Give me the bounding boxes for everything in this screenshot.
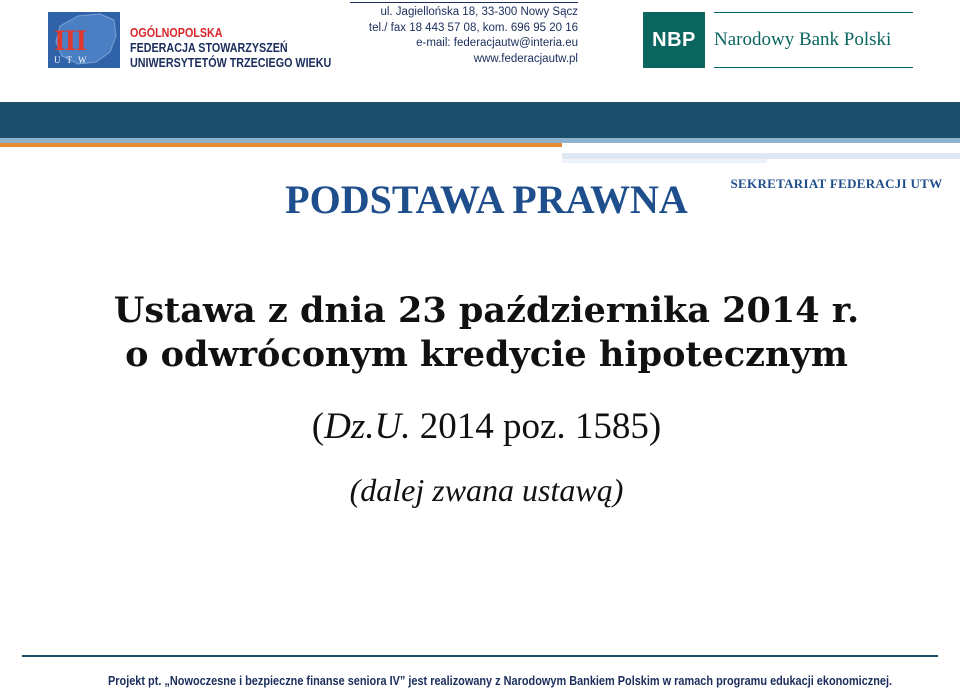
law-title [0, 289, 960, 377]
secretariat-phone: tel./ fax 18 443 57 08, kom. 696 95 20 16 [368, 21, 578, 34]
secretariat-email[interactable]: e-mail: federacjautw@interia.eu [416, 37, 578, 49]
utw-logo [48, 12, 120, 68]
header-band [0, 102, 960, 138]
utw-abbreviation: UTW [54, 55, 93, 65]
slide-title: PODSTAWA PRAWNA [285, 177, 688, 222]
nbp-name: Narodowy Bank Polski [714, 12, 913, 68]
federation-name-line1: OGÓLNOPOLSKA [130, 26, 223, 40]
secretariat-divider [350, 2, 578, 3]
utw-roman-numeral: III [54, 24, 87, 57]
journal-reference [0, 405, 960, 448]
accent-line-pale-short [562, 159, 767, 163]
secretariat-address: ul. Jagiellońska 18, 33-300 Nowy Sącz [380, 6, 578, 18]
journal-reference-number: 2014 poz. 1585) [410, 406, 662, 447]
footer-divider [22, 655, 938, 657]
federation-name [130, 26, 331, 71]
journal-reference-open: ( [311, 406, 325, 447]
federation-name-line2: FEDERACJA STOWARZYSZEŃ [130, 41, 288, 55]
federation-name-line3: UNIWERSYTETÓW TRZECIEGO WIEKU [130, 56, 332, 70]
law-title-line1: Ustawa z dnia 23 października 2014 r. [113, 290, 860, 331]
secretariat-title: SEKRETARIAT FEDERACJI UTW [730, 176, 943, 191]
footer-text: Projekt pt. „Nowoczesne i bezpieczne finanse seniora IV” jest realizowany z Narodowym Bankiem Polskim w ramach programu edukacji ekonomicznej. [108, 673, 893, 688]
law-alias-note: (dalej zwana ustawą) [349, 472, 624, 508]
journal-reference-abbr: Dz.U. [324, 406, 411, 447]
secretariat-website[interactable]: www.federacjautw.pl [473, 52, 578, 65]
nbp-logo: NBP [643, 12, 705, 68]
law-title-line2: o odwróconym kredycie hipotecznym [125, 334, 848, 375]
accent-line-orange [0, 143, 562, 147]
